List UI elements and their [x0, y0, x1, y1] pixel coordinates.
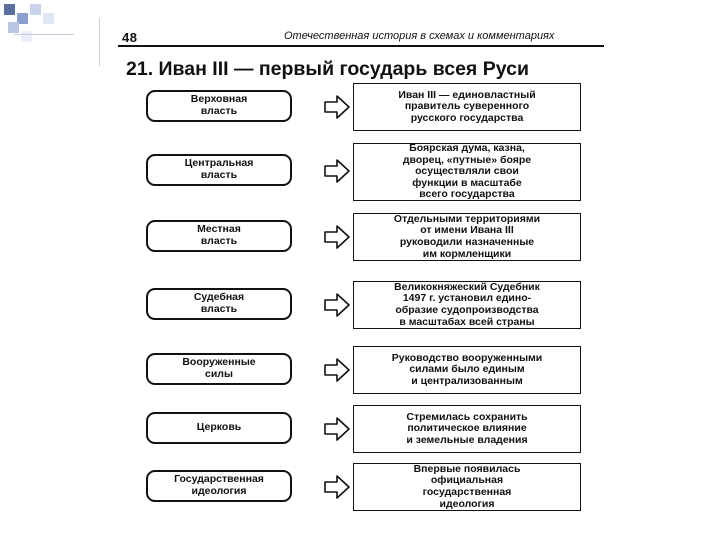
power-category-box [146, 154, 292, 186]
power-category-label: Судебная власть [193, 291, 245, 315]
arrow-right-icon [324, 224, 350, 250]
power-description-text: Великокняжеский Судебник 1497 г. установил едино- образие судопроизводства в масштабах всей страны [394, 280, 540, 328]
book-title: Отечественная история в схемах и комментариях [284, 30, 555, 42]
power-category-label: Церковь [196, 421, 242, 434]
power-description-box [353, 346, 581, 394]
diagram-row [0, 345, 720, 397]
arrow-right-icon [324, 474, 350, 500]
power-description-box [353, 143, 581, 201]
power-category-label: Вооруженные силы [182, 356, 256, 380]
diagram-row [0, 82, 720, 134]
power-category-label: Местная власть [197, 223, 241, 247]
power-category-box [146, 90, 292, 122]
diagram-title: 21. Иван III — первый государь всея Руси [126, 58, 529, 80]
power-description-text: Руководство вооруженными силами было единым и централизованным [391, 351, 543, 387]
power-category-label: Верховная власть [190, 93, 248, 117]
diagram-row [0, 462, 720, 514]
header-rule [118, 45, 604, 47]
power-description-box [353, 281, 581, 329]
arrow-right-icon [324, 292, 350, 318]
power-description-text: Стремилась сохранить политическое влияние и земельные владения [406, 410, 528, 446]
decor-square [43, 13, 54, 24]
power-category-box [146, 220, 292, 252]
diagram-row [0, 212, 720, 264]
arrow-right-icon [324, 357, 350, 383]
power-category-box [146, 470, 292, 502]
decor-square [21, 31, 32, 42]
power-description-box [353, 463, 581, 511]
power-description-box [353, 83, 581, 131]
diagram-row [0, 404, 720, 456]
page-number: 48 [122, 30, 138, 45]
power-category-box [146, 353, 292, 385]
power-category-box [146, 288, 292, 320]
arrow-right-icon [324, 158, 350, 184]
power-category-box [146, 412, 292, 444]
diagram-row [0, 142, 720, 201]
power-category-label: Государственная идеология [174, 473, 264, 497]
power-description-text: Впервые появилась официальная государственная идеология [413, 462, 521, 510]
decor-square [30, 4, 41, 15]
power-category-label: Центральная власть [184, 157, 254, 181]
decor-square [4, 4, 15, 15]
decor-line [14, 34, 74, 35]
power-description-text: Боярская дума, казна, дворец, «путные» бояре осуществляли свои функции в масштабе всего государства [402, 142, 532, 201]
arrow-right-icon [324, 416, 350, 442]
power-description-text: Отдельными территориями от имени Ивана III руководили назначенные им кормленщики [393, 212, 541, 260]
decor-line [99, 18, 100, 66]
arrow-right-icon [324, 94, 350, 120]
diagram-row [0, 280, 720, 332]
power-description-box [353, 213, 581, 261]
power-description-box [353, 405, 581, 453]
power-description-text: Иван III — единовластный правитель суверенного русского государства [398, 88, 536, 124]
decor-square [8, 22, 19, 33]
